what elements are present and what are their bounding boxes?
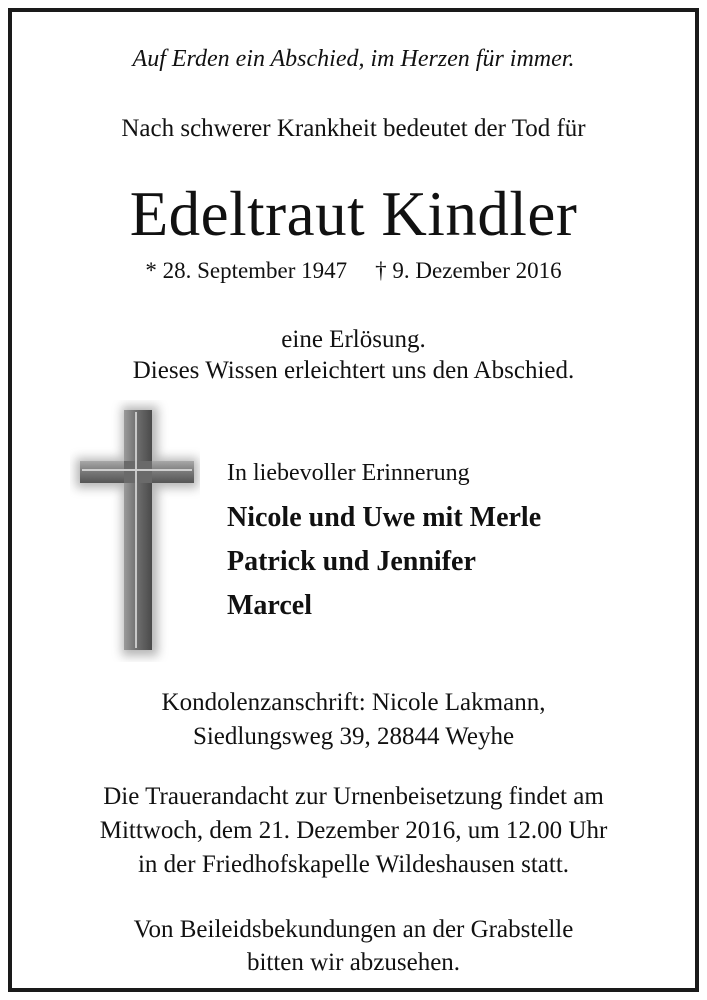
note-line-1: Von Beileidsbekundungen an der Grabstelle — [133, 916, 574, 943]
family-line-1: Nicole und Uwe mit Merle — [227, 502, 542, 533]
motto: Auf Erden ein Abschied, im Herzen für immer. — [132, 46, 575, 72]
family-line-2: Patrick und Jennifer — [227, 546, 476, 577]
life-dates — [12, 258, 695, 284]
intro-text: Nach schwerer Krankheit bedeutet der Tod für — [121, 115, 586, 142]
birth-date: * 28. September 1947 — [145, 258, 348, 283]
service-line-1: Die Trauerandacht zur Urnenbeisetzung findet am — [103, 783, 604, 810]
memory-line: In liebevoller Erinnerung — [227, 460, 470, 486]
release-line-2: Dieses Wissen erleichtert uns den Abschied. — [132, 357, 575, 384]
death-date: † 9. Dezember 2016 — [375, 258, 562, 283]
note-line-2: bitten wir abzusehen. — [246, 949, 461, 976]
service-line-2: Mittwoch, dem 21. Dezember 2016, um 12.00 Uhr — [99, 817, 608, 844]
service-line-3: in der Friedhofskapelle Wildeshausen statt. — [137, 851, 570, 878]
deceased-name: Edeltraut Kindler — [129, 179, 578, 249]
condolence-address-line-1: Kondolenzanschrift: Nicole Lakmann, — [161, 689, 546, 716]
cross-icon — [70, 400, 200, 662]
release-line-1: eine Erlösung. — [281, 326, 426, 353]
obituary-notice — [8, 8, 699, 992]
family-line-3: Marcel — [227, 590, 312, 621]
condolence-address-line-2: Siedlungsweg 39, 28844 Weyhe — [192, 723, 515, 750]
